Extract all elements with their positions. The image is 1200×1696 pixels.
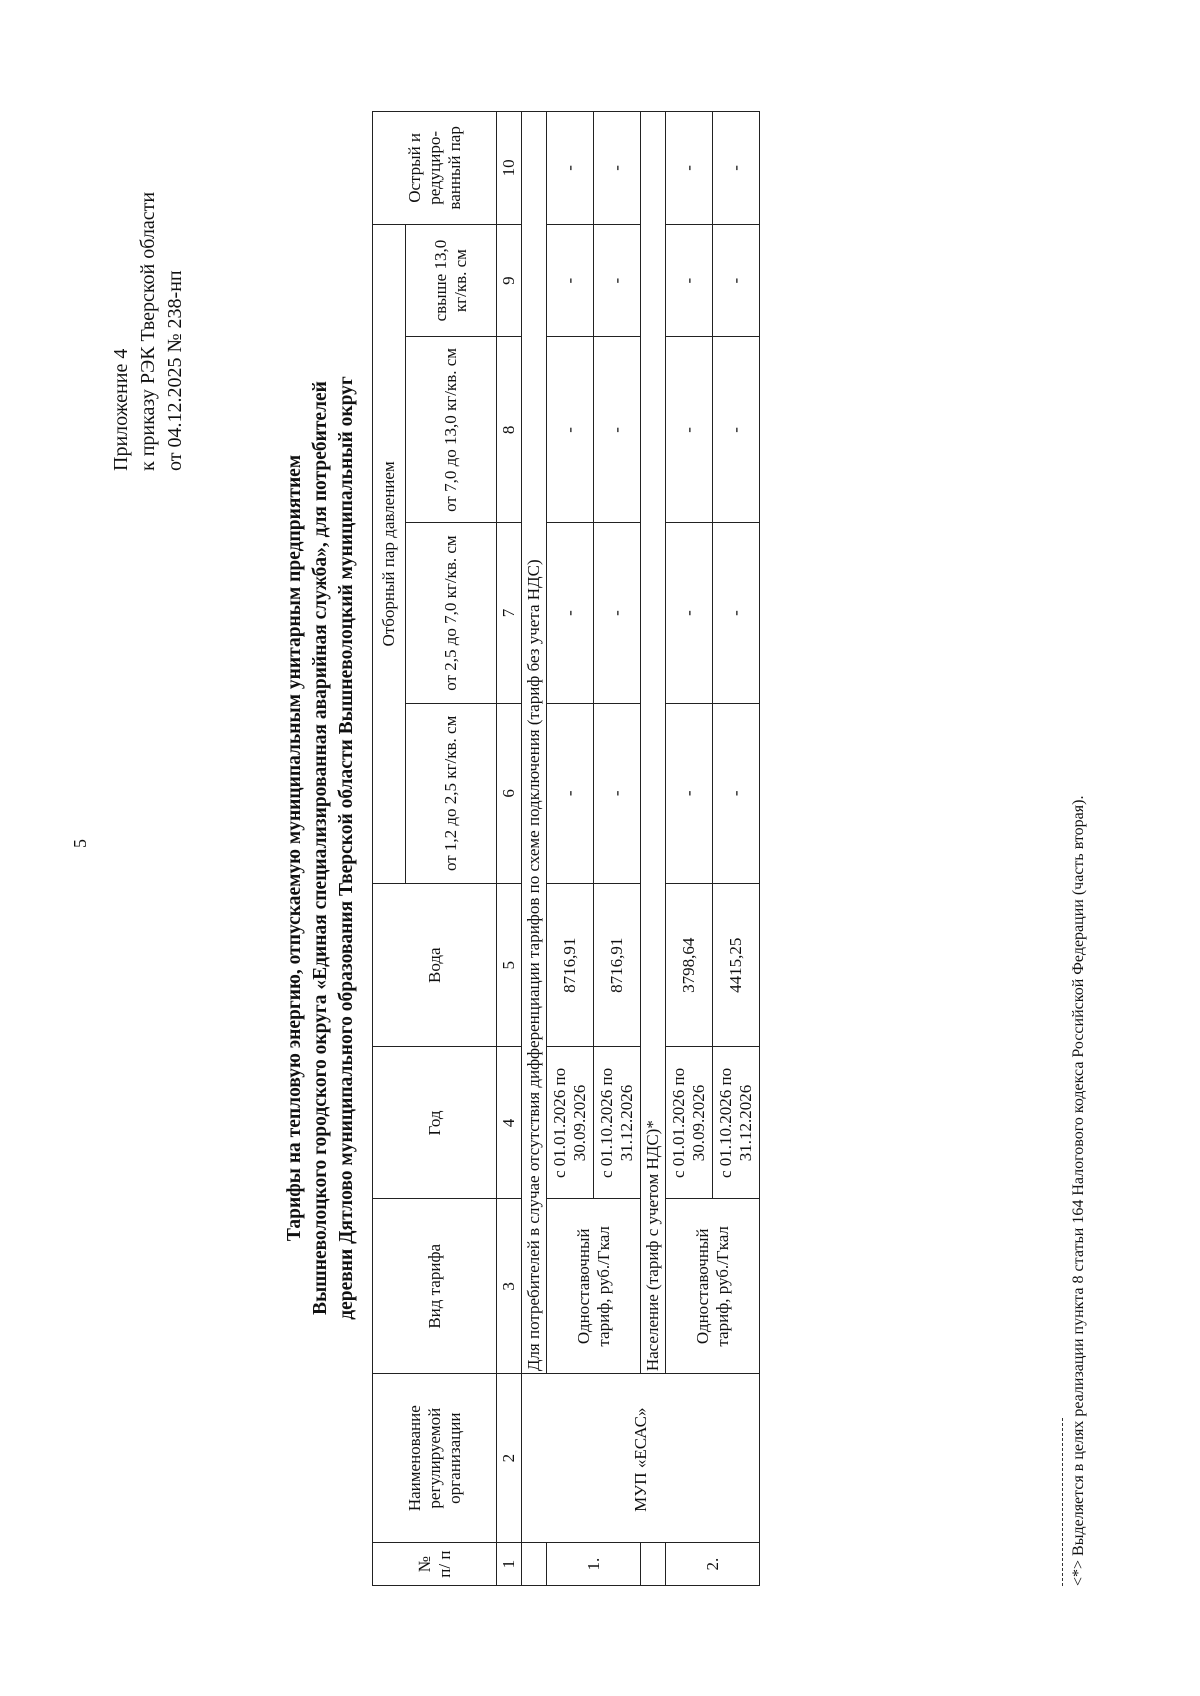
steam-4-value: -: [666, 224, 713, 337]
steam-1-value: -: [547, 703, 594, 883]
sharp-steam-value: -: [666, 112, 713, 225]
section-label: Население (тариф с учетом НДС)*: [641, 112, 666, 1374]
water-value: 3798,64: [666, 883, 713, 1046]
steam-2-value: -: [666, 523, 713, 703]
footnote: <*> Выделяется в целях реализации пункта 8 статьи 164 Налогового кодекса Российской Федерации (часть вторая).: [1070, 795, 1087, 1586]
section-spacer: [641, 1543, 666, 1586]
period-cell: с 01.10.2026 по 31.12.2026: [713, 1047, 760, 1199]
sharp-steam-value: -: [594, 112, 641, 225]
col-number: 1: [497, 1543, 522, 1586]
col-number: 9: [497, 224, 522, 337]
steam-1-value: -: [594, 703, 641, 883]
title-line: Тарифы на тепловую энергию, отпускаемую муниципальным унитарным предприятием: [284, 454, 305, 1242]
header-steam-3: от 7,0 до 13,0 кг/кв. см: [406, 337, 497, 523]
header-water: Вода: [373, 883, 497, 1046]
water-value: 4415,25: [713, 883, 760, 1046]
steam-3-value: -: [547, 337, 594, 523]
organization-name: МУП «ЕСАС»: [522, 1374, 760, 1543]
appendix-line: Приложение 4: [110, 348, 132, 471]
section-spacer: [522, 1543, 547, 1586]
row-number: 2.: [666, 1543, 760, 1586]
appendix-line: к приказу РЭК Тверской области: [137, 191, 159, 471]
header-steam-4: свыше 13,0 кг/кв. см: [406, 224, 497, 337]
section-label: Для потребителей в случае отсутствия дифференциации тарифов по схеме подключения (тариф без учета НДС): [522, 112, 547, 1374]
steam-1-value: -: [713, 703, 760, 883]
steam-2-value: -: [713, 523, 760, 703]
period-cell: с 01.01.2026 по 30.09.2026: [666, 1047, 713, 1199]
water-value: 8716,91: [547, 883, 594, 1046]
steam-3-value: -: [666, 337, 713, 523]
col-number: 3: [497, 1199, 522, 1374]
document-title: [282, 200, 360, 1496]
steam-2-value: -: [547, 523, 594, 703]
title-line: Вышневолоцкого городского округа «Единая специализированная аварийная служба», для потребителей: [310, 381, 331, 1315]
sharp-steam-value: -: [547, 112, 594, 225]
steam-4-value: -: [547, 224, 594, 337]
col-number: 6: [497, 703, 522, 883]
header-tariff-type: Вид тарифа: [373, 1199, 497, 1374]
header-organization: Наименование регулируемой организации: [373, 1374, 497, 1543]
header-num: № п/ п: [373, 1543, 497, 1586]
col-number: 10: [497, 112, 522, 225]
footnote-divider: [1062, 1418, 1063, 1586]
title-line: деревни Дятлово муниципального образования Тверской области Вышневолоцкий муниципальный округ: [336, 376, 357, 1320]
page-number: 5: [70, 839, 90, 848]
col-number: 5: [497, 883, 522, 1046]
tariff-table: [372, 111, 760, 1586]
steam-3-value: -: [594, 337, 641, 523]
appendix-line: от 04.12.2025 № 238-нп: [164, 270, 186, 471]
tariff-type-cell: Одноставочный тариф, руб./Гкал: [547, 1199, 641, 1374]
steam-4-value: -: [594, 224, 641, 337]
steam-3-value: -: [713, 337, 760, 523]
col-number: 8: [497, 337, 522, 523]
period-cell: с 01.01.2026 по 30.09.2026: [547, 1047, 594, 1199]
col-number: 7: [497, 523, 522, 703]
appendix-header: [108, 71, 189, 471]
water-value: 8716,91: [594, 883, 641, 1046]
steam-2-value: -: [594, 523, 641, 703]
tariff-type-cell: Одноставочный тариф, руб./Гкал: [666, 1199, 760, 1374]
sharp-steam-value: -: [713, 112, 760, 225]
row-number: 1.: [547, 1543, 641, 1586]
header-steam-1: от 1,2 до 2,5 кг/кв. см: [406, 703, 497, 883]
header-steam-group: Отборный пар давлением: [373, 224, 406, 883]
col-number: 2: [497, 1374, 522, 1543]
header-year: Год: [373, 1047, 497, 1199]
steam-4-value: -: [713, 224, 760, 337]
col-number: 4: [497, 1047, 522, 1199]
steam-1-value: -: [666, 703, 713, 883]
header-sharp-steam: Острый и редуциро- ванный пар: [373, 112, 497, 225]
period-cell: с 01.10.2026 по 31.12.2026: [594, 1047, 641, 1199]
header-steam-2: от 2,5 до 7,0 кг/кв. см: [406, 523, 497, 703]
